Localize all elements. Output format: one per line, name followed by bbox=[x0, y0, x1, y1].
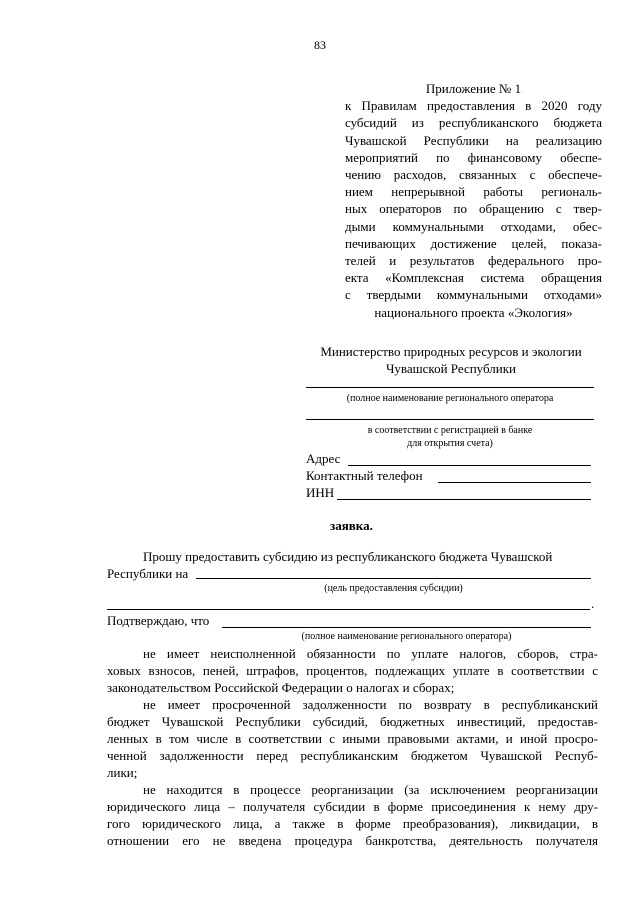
confirm-operator-caption: (полное наименование регионального оператора) bbox=[301, 631, 512, 642]
bank-caption bbox=[306, 424, 594, 450]
annex-line: Чувашской Республики на реализацию bbox=[345, 132, 602, 148]
address-field[interactable] bbox=[348, 465, 591, 466]
ministry-line: Министерство природных ресурсов и экологии bbox=[320, 344, 582, 359]
operator-name-caption: (полное наименование регионального оператора bbox=[346, 393, 554, 404]
annex-line: национального проекта «Экология» bbox=[374, 304, 573, 320]
annex-line: екта «Комплексная система обращения bbox=[345, 270, 602, 286]
condition-line: ченной задолженности перед республиканским бюджетом Чувашской Респуб- bbox=[107, 748, 598, 763]
condition-line: не имеет просроченной задолженности по возврату в республиканский bbox=[143, 697, 598, 712]
confirm-operator-field[interactable] bbox=[222, 627, 591, 628]
condition-line: отношении его не введена процедура банкротства, деятельность получателя bbox=[107, 833, 598, 848]
purpose-end: . bbox=[591, 596, 595, 611]
bank-caption-line: для открытия счета) bbox=[407, 438, 493, 449]
request-line: Республики на bbox=[107, 566, 189, 581]
operator-name-line[interactable] bbox=[306, 387, 594, 388]
purpose-field[interactable] bbox=[196, 578, 591, 579]
condition-line: гого юридического лица, а также в форме преобразования), ликвидации, в bbox=[107, 816, 598, 831]
annex-line: с твердыми коммунальными отходами» bbox=[345, 287, 602, 303]
purpose-field-2[interactable] bbox=[107, 609, 590, 610]
annex-title: Приложение № 1 bbox=[425, 81, 522, 96]
annex-line: телей и результатов федерального про- bbox=[345, 253, 602, 269]
request-line: Прошу предоставить субсидию из республиканского бюджета Чувашской bbox=[143, 549, 553, 564]
purpose-caption: (цель предоставления субсидии) bbox=[324, 583, 463, 594]
condition-line: не находится в процессе реорганизации (за исключением реорганизации bbox=[143, 782, 598, 797]
annex-line: к Правилам предоставления в 2020 году bbox=[345, 98, 602, 114]
condition-line: ленных в том числе в соответствии с иными правовыми актами, и иной просро- bbox=[107, 731, 598, 746]
annex-line: субсидий из республиканского бюджета bbox=[345, 115, 602, 131]
inn-label: ИНН bbox=[306, 485, 335, 500]
condition-line: юридического лица – получателя субсидии в форме присоединения к нему дру- bbox=[107, 799, 598, 814]
ministry-line: Чувашской Республики bbox=[385, 361, 517, 376]
annex-line: дыми коммунальными отходами, обес- bbox=[345, 218, 602, 234]
confirm-label: Подтверждаю, что bbox=[107, 613, 210, 628]
address-label: Адрес bbox=[306, 451, 341, 466]
conditions-list bbox=[107, 645, 598, 849]
addressee-ministry bbox=[306, 343, 596, 377]
inn-field[interactable] bbox=[337, 499, 591, 500]
condition-line: ховых взносов, пеней, штрафов, процентов, подлежащих уплате в соответствии с bbox=[107, 663, 598, 678]
operator-name-line-2[interactable] bbox=[306, 419, 594, 420]
annex-line: мероприятий по финансовому обеспе- bbox=[345, 149, 602, 165]
document-title: заявка. bbox=[330, 518, 373, 533]
page-number: 83 bbox=[314, 38, 326, 52]
annex-line: печивающих достижение целей, показа- bbox=[345, 235, 602, 251]
annex-line: нием непрерывной работы региональ- bbox=[345, 184, 602, 200]
request-paragraph bbox=[107, 548, 598, 582]
condition-line: не имеет неисполненной обязанности по уплате налогов, сборов, стра- bbox=[143, 646, 598, 661]
annex-line: ных операторов по обращению с твер- bbox=[345, 201, 602, 217]
phone-field[interactable] bbox=[438, 482, 591, 483]
condition-line: законодательством Российской Федерации о налогах и сборах; bbox=[107, 680, 455, 695]
annex-line: чению расходов, связанных с обеспече- bbox=[345, 167, 602, 183]
phone-label: Контактный телефон bbox=[306, 468, 423, 483]
bank-caption-line: в соответствии с регистрацией в банке bbox=[367, 425, 533, 436]
condition-line: лики; bbox=[107, 765, 138, 780]
condition-line: бюджет Чувашской Республики субсидий, бюджетных инвестиций, предостав- bbox=[107, 714, 598, 729]
annex-header bbox=[345, 80, 602, 321]
